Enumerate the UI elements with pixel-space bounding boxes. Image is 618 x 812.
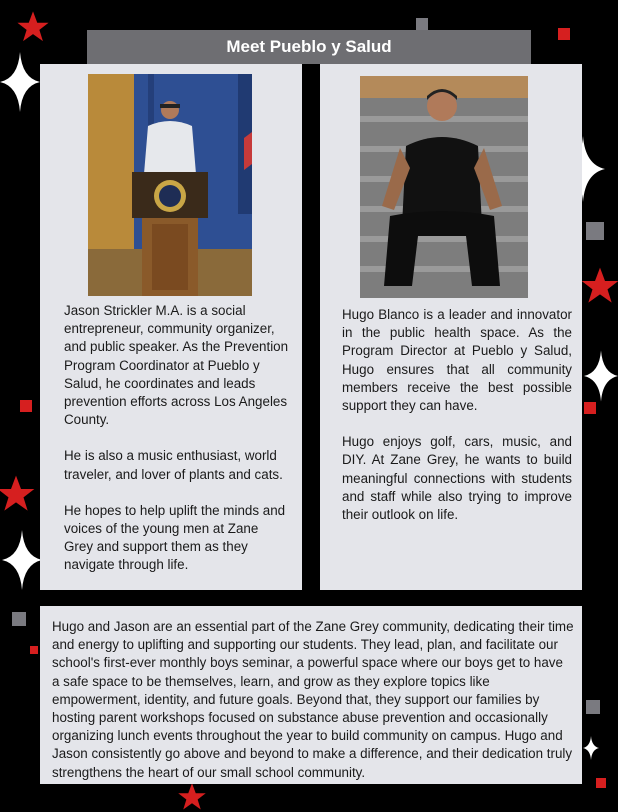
jason-panel (40, 64, 302, 590)
page-title: Meet Pueblo y Salud (87, 30, 531, 64)
jason-bio (64, 302, 290, 593)
jason-bio-paragraph: He hopes to help uplift the minds and voices of the young men at Zane Grey and support them as they navigate through life. (64, 502, 286, 573)
red-square-decoration (30, 646, 38, 654)
gray-square-decoration (586, 222, 604, 240)
gray-square-decoration (416, 18, 428, 30)
jason-bio-paragraph: Jason Strickler M.A. is a social entrepreneur, community organizer, and public speaker. As the Prevention Program Coordinator at Pueblo y Salud, he coordinates and leads prevention efforts across Los Angeles County. (64, 303, 289, 428)
white-sparkle-icon (582, 736, 600, 760)
jason-bio-paragraph: He is also a music enthusiast, world traveler, and lover of plants and cats. (64, 448, 283, 482)
jason-photo (88, 74, 252, 296)
red-star-icon (0, 474, 36, 514)
red-star-icon (16, 10, 50, 44)
white-sparkle-icon (0, 52, 40, 112)
gray-square-decoration (12, 612, 26, 626)
red-square-decoration (596, 778, 606, 788)
summary-text: Hugo and Jason are an essential part of the Zane Grey community, dedicating their time and energy to uplifting and supporting our students. They lead, plan, and facilitate our school's first-ever monthly boys seminar, a powerful space where our boys get to have a safe space to be themselves, learn, and grow as they explore topics like empowerment, identity, and future goals. Beyond that, they support our families by hosting parent workshops focused on substance abuse prevention and occasionally organizing lunch events throughout the year to build community on campus. Hugo and Jason consistently go above and beyond to make a difference, and their dedication truly strengthens the heart of our small school community. (52, 619, 574, 780)
red-square-decoration (558, 28, 570, 40)
white-sparkle-icon (584, 344, 618, 408)
red-star-icon (170, 782, 214, 812)
red-star-icon (580, 266, 618, 306)
hugo-bio-paragraph: Hugo Blanco is a leader and innovator in the public health space. As the Program Director at Pueblo y Salud, Hugo ensures that all community members receive the best possible support they can have. (342, 307, 572, 414)
hugo-panel (320, 64, 582, 590)
hugo-bio-paragraph: Hugo enjoys golf, cars, music, and DIY. At Zane Grey, he wants to build meaningful connections with students and staff while also trying to improve their outlook on life. (342, 434, 572, 523)
gray-square-decoration (586, 700, 600, 714)
white-sparkle-icon (2, 530, 42, 590)
hugo-bio (342, 306, 572, 542)
red-square-decoration (20, 400, 32, 412)
summary-panel (40, 606, 582, 784)
red-square-decoration (584, 402, 596, 414)
hugo-photo (360, 76, 528, 298)
